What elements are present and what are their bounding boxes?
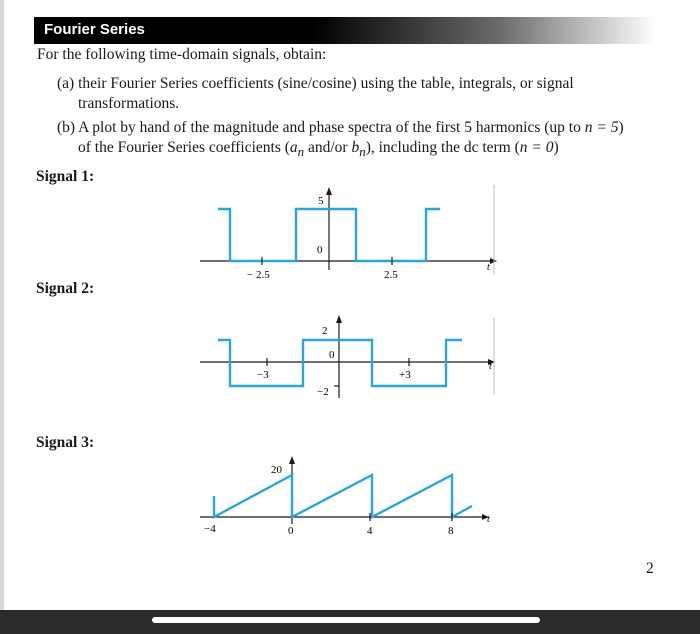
signal3-tick-4-label: 4 (367, 525, 373, 537)
n-equals-5: n = 5 (584, 119, 619, 136)
signal2-tick-neg-label: −3 (257, 369, 269, 381)
signal3-label: Signal 3: (36, 434, 95, 451)
signal1-zero-label: 0 (317, 244, 323, 256)
signal1-amp-label: 5 (318, 195, 324, 207)
signal3-tick-0-label: 0 (288, 525, 294, 537)
signal2-pos-label: 2 (322, 325, 328, 337)
signal3-amp-arrow (289, 456, 295, 464)
home-indicator[interactable] (152, 617, 540, 623)
signal2-zero-label: 0 (329, 349, 335, 361)
signal2-neg-label: −2 (317, 386, 329, 398)
signal2-label: Signal 2: (36, 280, 95, 297)
signal3-tick-m4-label: −4 (204, 523, 216, 535)
n-equals-0: n = 0 (519, 139, 554, 156)
page-number: 2 (646, 560, 654, 577)
signal1-axis-t: t (487, 262, 490, 273)
signal1-tick-pos-label: 2.5 (384, 269, 398, 281)
item-a-line2: transformations. (78, 95, 180, 112)
item-a-line1: (a) their Fourier Series coefficients (sine/cosine) using the table, integrals, or signal (57, 75, 574, 92)
signal3-tick-8-label: 8 (448, 525, 454, 537)
signal2-tick-pos-label: +3 (399, 369, 411, 381)
intro-text: For the following time-domain signals, obtain: (37, 46, 327, 63)
coef-a: a (289, 139, 298, 156)
signal2-axis-t: t (489, 361, 492, 372)
signal3-waveform (214, 475, 472, 517)
signal1-tick-neg-label: − 2.5 (247, 269, 270, 281)
section-title: Fourier Series (44, 21, 145, 38)
item-b-line2: of the Fourier Series coefficients ($a_n$ and/or $b_n$), including the dc term (n = 0) (78, 139, 559, 160)
coef-b: b (351, 139, 360, 156)
signal3-peak-label: 20 (271, 464, 282, 476)
signal1-label: Signal 1: (36, 168, 95, 185)
item-b-line1: (b) A plot by hand of the magnitude and phase spectra of the first 5 harmonics (up to n = 5) (57, 119, 624, 136)
signal3-axis-t: t (487, 514, 490, 525)
